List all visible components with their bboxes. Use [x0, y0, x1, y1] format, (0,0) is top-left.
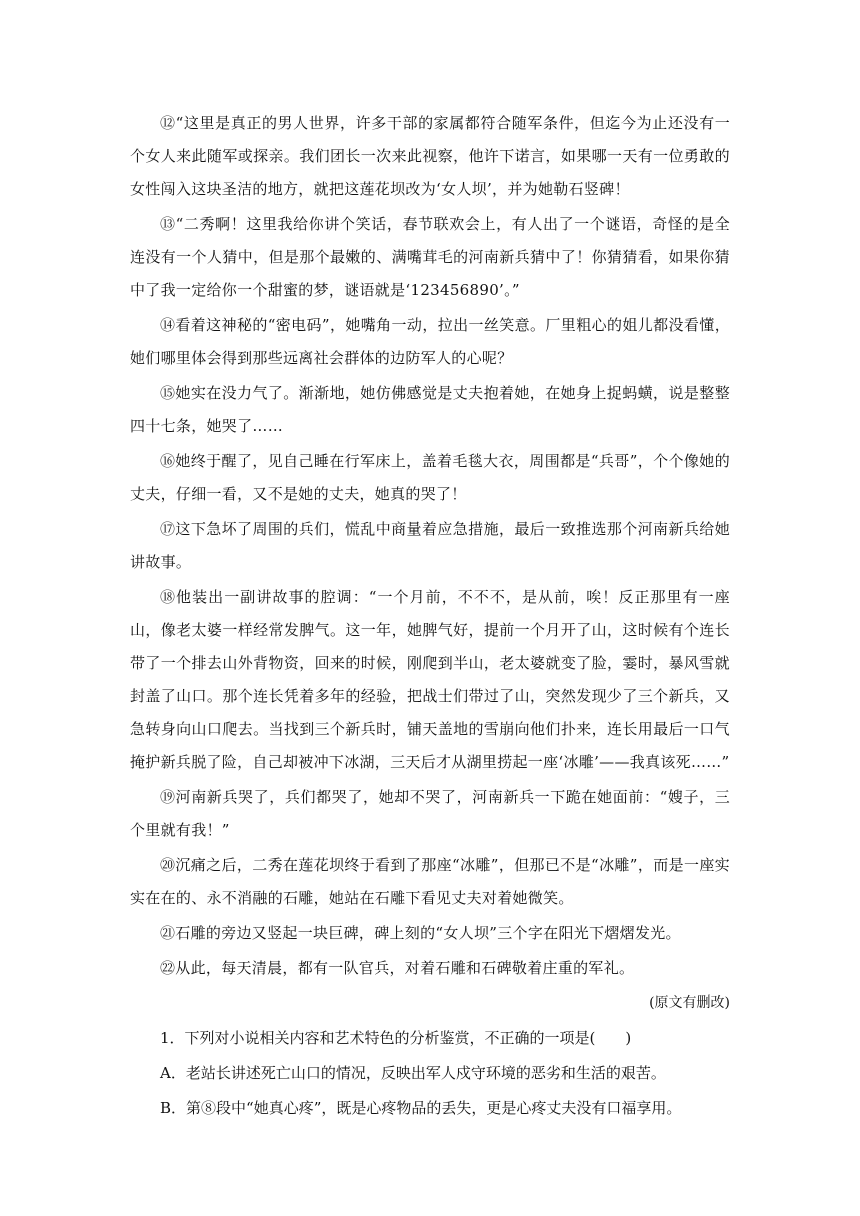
paragraph-21: ㉑石雕的旁边又竖起一块巨碑，碑上刻的“女人坝”三个字在阳光下熠熠发光。 — [160, 924, 681, 942]
paragraph-19: ⑲河南新兵哭了，兵们都哭了，她却不哭了，河南新兵一下跪在她面前：“嫂子，三个里就有我！” — [130, 788, 730, 839]
paragraph-20: ⑳沉痛之后，二秀在莲花坝终于看到了那座“冰雕”，但那已不是“冰雕”，而是一座实实在在的、永不消融的石雕，她站在石雕下看见丈夫对着她微笑。 — [130, 856, 730, 907]
option-b: B．第⑧段中“她真心疼”，既是心疼物品的丢失，更是心疼丈夫没有口福享用。 — [160, 1099, 682, 1117]
paragraph-15: ⑮她实在没力气了。渐渐地，她仿佛感觉是丈夫抱着她，在她身上捉蚂蟥，说是整整四十七条，她哭了…… — [130, 384, 730, 435]
paragraph-14: ⑭看着这神秘的“密电码”，她嘴角一动，拉出一丝笑意。厂里粗心的姐儿都没看懂，她们哪里体会得到那些远离社会群体的边防军人的心呢？ — [130, 316, 730, 367]
paragraph-13: ⑬“二秀啊！这里我给你讲个笑话，春节联欢会上，有人出了一个谜语，奇怪的是全连没有一个人猜中，但是那个最嫩的、满嘴茸毛的河南新兵猜中了！你猜猜看，如果你猜中了我一定给你一个甜蜜的梦，谜语就是‘123456890’。” — [130, 215, 730, 299]
source-note: (原文有删改) — [649, 995, 730, 1011]
story-body — [130, 107, 730, 985]
question-stem: 1．下列对小说相关内容和艺术特色的分析鉴赏，不正确的一项是( ) — [160, 1029, 632, 1047]
paragraph-22: ㉒从此，每天清晨，都有一队官兵，对着石雕和石碑敬着庄重的军礼。 — [160, 959, 635, 977]
option-a: A．老站长讲述死亡山口的情况，反映出军人戍守环境的恶劣和生活的艰苦。 — [160, 1064, 666, 1082]
question-block — [130, 1022, 730, 1125]
paragraph-17: ⑰这下急坏了周围的兵们，慌乱中商量着应急措施，最后一致推选那个河南新兵给她讲故事。 — [130, 520, 730, 571]
paragraph-16: ⑯她终于醒了，见自己睡在行军床上，盖着毛毯大衣，周围都是“兵哥”，个个像她的丈夫，仔细一看，又不是她的丈夫，她真的哭了！ — [130, 452, 730, 503]
paragraph-18: ⑱他装出一副讲故事的腔调：“一个月前，不不不，是从前，唉！反正那里有一座山，像老太婆一样经常发脾气。这一年，她脾气好，提前一个月开了山，这时候有个连长带了一个排去山外背物资，回来的时候，刚爬到半山，老太婆就变了脸，霎时，暴风雪就封盖了山口。那个连长凭着多年的经验，把战士们带过了山，突然发现少了三个新兵，又急转身向山口爬去。当找到三个新兵时，铺天盖地的雪崩向他们扑来，连长用最后一口气掩护新兵脱了险，自己却被冲下冰湖，三天后才从湖里捞起一座‘冰雕’——我真该死……” — [130, 588, 730, 771]
paragraph-12: ⑫“这里是真正的男人世界，许多干部的家属都符合随军条件，但迄今为止还没有一个女人来此随军或探亲。我们团长一次来此视察，他许下诺言，如果哪一天有一位勇敢的女性闯入这块圣洁的地方，就把这莲花坝改为‘女人坝’，并为她勒石竖碑！ — [130, 114, 730, 198]
